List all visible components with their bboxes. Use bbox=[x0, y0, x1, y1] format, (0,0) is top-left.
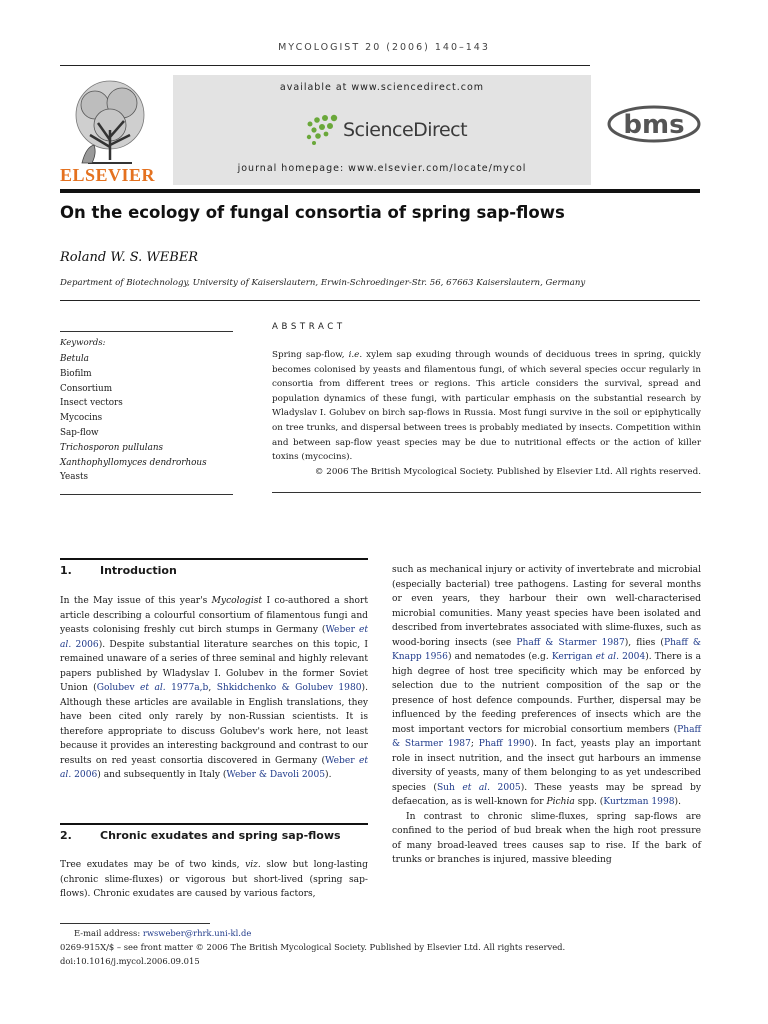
citation-link[interactable]: Weber & Davoli 2005 bbox=[226, 770, 326, 780]
journal-citation: MYCOLOGIST 20 (2006) 140–143 bbox=[278, 42, 490, 53]
header-thick-rule bbox=[60, 189, 700, 193]
citation-part: et al. bbox=[462, 782, 491, 793]
right-column-text bbox=[392, 563, 701, 868]
text-run: ). There is a high degree of host tree specificity which may be enforced by selection due to the nutrient composition of the sap or the presence of host defence compounds. Further, dispersal may be influenced by the feeding preferences of insects which are the most important vectors for microbial consortium members ( bbox=[392, 652, 702, 735]
title-rule bbox=[60, 300, 700, 301]
text-run: ). Although these articles are available in English translations, they have been cited only rarely by non-Russian scientists. It is therefore appropriate to discuss Golubev's work here, not least because it provides an interesting background and contrast to our results on red yeast consortia discovered in Germany ( bbox=[60, 683, 368, 766]
citation-part: et al. bbox=[140, 683, 166, 693]
keywords-list bbox=[60, 352, 235, 485]
citation-part: Kerrigan bbox=[551, 652, 596, 662]
elsevier-wordmark: ELSEVIER bbox=[60, 165, 156, 185]
section-number: 1. bbox=[60, 564, 72, 577]
email-label: E-mail address: bbox=[74, 928, 143, 938]
keyword-item: Biofilm bbox=[60, 368, 92, 379]
section-1-rule bbox=[60, 558, 368, 560]
text-run: slow but long-lasting (chronic slime-fluxes) or vigorous but short-lived (spring sap-flows). Chronic exudates are caused by various factors, bbox=[60, 860, 368, 899]
text-run: In the May issue of this year's bbox=[60, 596, 212, 606]
footnote-email bbox=[60, 928, 700, 938]
section-1-heading bbox=[60, 564, 177, 577]
keywords-rule-top bbox=[60, 331, 233, 332]
abstract-part: xylem sap exuding through wounds of deciduous trees in spring, quickly becomes colonised by yeasts and filamentous fungi, of which several species occur regularly in consortia from different trees or regions. This article considers the survival, spread and population dynamics of these fungi, with particular emphasis on the substantial research by Wladyslav I. Golubev on birch sap-flows in Russia. Most fungi survive in the soil or epiphytically on tree trunks, and dispersal between trees is probably mediated by insects. Competition within and between sap-flow yeast species may be due to nutritional effects or the action of killer toxins (mycocins). bbox=[272, 350, 701, 463]
text-run: ). bbox=[325, 770, 332, 780]
text-run: spp. ( bbox=[574, 797, 604, 807]
text-run: ). bbox=[674, 797, 681, 807]
text-run: viz. bbox=[245, 860, 261, 870]
article-title: On the ecology of fungal consortia of spring sap-flows bbox=[60, 203, 565, 222]
text-run: Tree exudates may be of two kinds, bbox=[60, 860, 246, 870]
keyword-item: Xanthophyllomyces dendrorhous bbox=[60, 457, 207, 468]
footnote-front-matter: 0269-915X/$ – see front matter © 2006 The British Mycological Society. Published by Elsevier Ltd. All rights reserved. bbox=[60, 942, 566, 952]
section-title: Introduction bbox=[100, 564, 177, 577]
abstract-text bbox=[272, 348, 701, 479]
text-run: Mycologist bbox=[211, 596, 263, 606]
text-run: ). In fact, yeasts play an important role in insect nutrition, and the insect gut harbours an immense diversity of yeasts, many of them belonging to as yet undescribed species ( bbox=[392, 739, 701, 793]
keyword-item: Insect vectors bbox=[60, 398, 123, 409]
citation-part: 1977a,b bbox=[165, 683, 209, 693]
author-affiliation: Department of Biotechnology, University of Kaiserslautern, Erwin-Schroedinger-Str. 56, 67663 Kaiserslautern, Germany bbox=[60, 278, 586, 288]
citation-part: Weber bbox=[325, 625, 359, 635]
keyword-item: Mycocins bbox=[60, 413, 103, 424]
journal-homepage-text[interactable]: journal homepage: www.elsevier.com/locate/mycol bbox=[237, 163, 527, 174]
text-run: ; bbox=[470, 739, 479, 749]
citation-part: Golubev bbox=[96, 683, 140, 693]
abstract-ie: i.e. bbox=[348, 350, 363, 360]
citation-link[interactable] bbox=[437, 783, 521, 793]
text-run: Pichia bbox=[546, 797, 575, 807]
right-paragraph-2: In contrast to chronic slime-fluxes, spring sap-flows are confined to the period of bud break when the high root pressure of many broad-leaved trees causes sap to rise. If the bark of trunks or branches is injured, massive bleeding bbox=[392, 811, 701, 865]
citation-part: et al. bbox=[595, 652, 619, 662]
bms-society-logo-icon bbox=[606, 102, 702, 146]
text-run: I co-authored a short article describing a colourful consortium of filamentous fungi and yeasts colonising freshly cut birch stumps in Germany ( bbox=[60, 596, 369, 635]
section-2-rule bbox=[60, 823, 368, 825]
sciencedirect-name: ScienceDirect bbox=[343, 119, 468, 141]
citation-link[interactable] bbox=[97, 683, 209, 693]
citation-link[interactable]: Phaff 1990 bbox=[478, 739, 531, 749]
keyword-item: Sap-flow bbox=[60, 427, 99, 438]
text-run: ) and nematodes (e.g. bbox=[447, 652, 552, 662]
abstract-rule bbox=[272, 492, 701, 493]
keywords-heading: Keywords: bbox=[60, 338, 106, 348]
citation-part: 2004 bbox=[618, 652, 646, 662]
bms-logo-text: bms bbox=[623, 110, 685, 140]
keyword-item: Trichosporon pullulans bbox=[60, 442, 164, 453]
text-run: ), flies ( bbox=[624, 637, 664, 648]
section-2-heading bbox=[60, 829, 341, 842]
abstract-heading: ABSTRACT bbox=[272, 322, 346, 332]
abstract-part: Spring sap-flow, bbox=[272, 350, 349, 360]
available-at-text[interactable]: available at www.sciencedirect.com bbox=[279, 82, 485, 93]
citation-link[interactable]: Shkidchenko & Golubev 1980 bbox=[216, 683, 362, 693]
footnote-doi[interactable]: doi:10.1016/j.mycol.2006.09.015 bbox=[60, 956, 200, 966]
citation-link[interactable]: Phaff & Starmer 1987 bbox=[392, 724, 701, 749]
citation-part: 2006 bbox=[71, 770, 98, 780]
text-run: , bbox=[208, 683, 217, 693]
section-title: Chronic exudates and spring sap-flows bbox=[100, 829, 341, 842]
text-run: ). Despite substantial literature searches on this topic, I remained unaware of a series of three seminal and highly relevant papers published by Wladyslav I. Golubev in the former Soviet Union ( bbox=[60, 639, 368, 693]
text-run: ) and subsequently in Italy ( bbox=[97, 770, 227, 780]
section-2-paragraph bbox=[60, 858, 368, 902]
keywords-rule-bottom bbox=[60, 494, 233, 495]
keyword-item: Yeasts bbox=[60, 472, 89, 483]
citation-part: 2005 bbox=[490, 782, 521, 793]
text-run: ). These yeasts may be spread by defaecation, as is well-known for bbox=[392, 782, 701, 807]
article-author: Roland W. S. WEBER bbox=[60, 250, 199, 265]
abstract-copyright: © 2006 The British Mycological Society. Published by Elsevier Ltd. All rights reserved. bbox=[314, 466, 701, 477]
citation-part: 2006 bbox=[71, 639, 99, 650]
citation-part: Suh bbox=[436, 782, 463, 793]
citation-link[interactable]: Phaff & Knapp 1956 bbox=[392, 637, 701, 662]
citation-part: et al. bbox=[60, 755, 368, 780]
email-link[interactable]: rwsweber@rhrk.uni-kl.de bbox=[142, 928, 252, 938]
section-number: 2. bbox=[60, 829, 72, 842]
citation-link[interactable]: Phaff & Starmer 1987 bbox=[516, 637, 625, 648]
citation-link[interactable] bbox=[552, 652, 645, 662]
citation-part: et al. bbox=[60, 625, 368, 650]
keyword-item: Betula bbox=[60, 354, 89, 364]
text-run: such as mechanical injury or activity of invertebrate and microbial (especially bacterial) tree pathogens. Lasting for several months or even years, they harbour their own well-characterised microbial comunities. Many yeast species have been isolated and described from invertebrates associated with slime-fluxes, such as wood-boring insects (see bbox=[392, 565, 701, 648]
citation-link[interactable]: Kurtzman 1998 bbox=[603, 797, 675, 807]
citation-part: Weber bbox=[325, 755, 359, 766]
intro-paragraph bbox=[60, 594, 368, 783]
keyword-item: Consortium bbox=[60, 383, 113, 394]
footnote-rule bbox=[60, 923, 210, 924]
header-rule bbox=[60, 65, 590, 66]
